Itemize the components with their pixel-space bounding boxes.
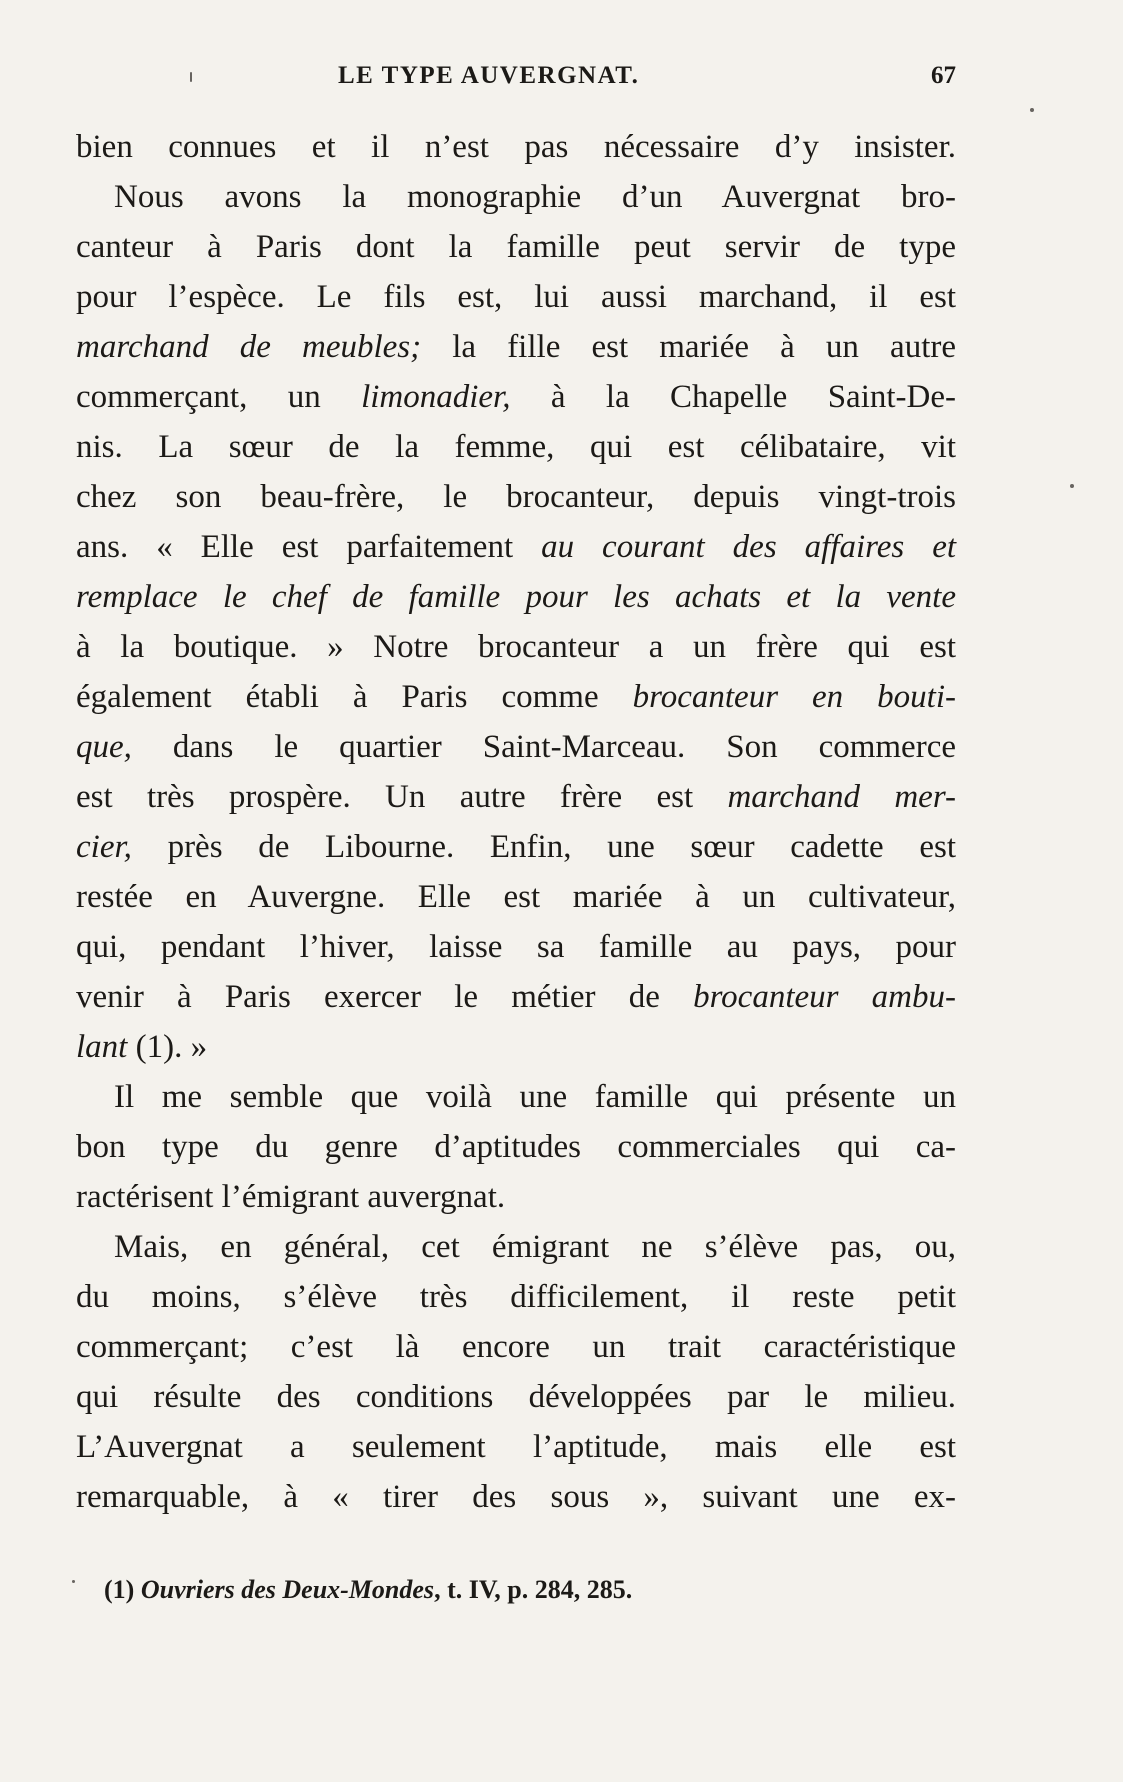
scan-speck — [72, 1580, 75, 1583]
footnote-reference: , t. IV, p. 284, 285. — [434, 1575, 633, 1604]
text-line: est très prospère. Un autre frère est marchand mer- — [76, 779, 956, 815]
scan-speck — [1030, 108, 1034, 112]
text-line: à la boutique. » Notre brocanteur a un frère qui est — [76, 629, 956, 665]
text-line: qui, pendant l’hiver, laisse sa famille au pays, pour — [76, 929, 956, 965]
text-line: Mais, en général, cet émigrant ne s’élève pas, ou, — [114, 1229, 956, 1265]
running-title: LE TYPE AUVERGNAT. — [338, 62, 640, 89]
page-number: 67 — [931, 62, 956, 89]
running-head — [76, 62, 956, 102]
text-line: que, dans le quartier Saint-Marceau. Son commerce — [76, 729, 956, 765]
text-line: venir à Paris exercer le métier de brocanteur ambu- — [76, 979, 956, 1015]
text-line: qui résulte des conditions développées par le milieu. — [76, 1379, 956, 1415]
text-line: Il me semble que voilà une famille qui présente un — [114, 1079, 956, 1115]
text-line: bon type du genre d’aptitudes commerciales qui ca- — [76, 1129, 956, 1165]
text-line: marchand de meubles; la fille est mariée à un autre — [76, 329, 956, 365]
text-line: Nous avons la monographie d’un Auvergnat bro- — [114, 179, 956, 215]
scan-speck — [190, 72, 192, 82]
text-line: ans. « Elle est parfaitement au courant des affaires et — [76, 529, 957, 565]
footnote-marker: (1) — [104, 1575, 141, 1604]
text-line: lant (1). » — [76, 1029, 208, 1065]
text-line: cier, près de Libourne. Enfin, une sœur cadette est — [76, 829, 956, 865]
text-line: restée en Auvergne. Elle est mariée à un cultivateur, — [76, 879, 956, 915]
text-line: L’Auvergnat a seulement l’aptitude, mais elle est — [76, 1429, 956, 1465]
text-line: pour l’espèce. Le fils est, lui aussi marchand, il est — [76, 279, 956, 315]
text-line: également établi à Paris comme brocanteur en bouti- — [76, 679, 956, 715]
text-line: nis. La sœur de la femme, qui est célibataire, vit — [76, 429, 956, 465]
text-line: remplace le chef de famille pour les achats et la vente — [76, 579, 956, 615]
text-line: commerçant; c’est là encore un trait caractéristique — [76, 1329, 956, 1365]
text-line: ractérisent l’émigrant auvergnat. — [76, 1179, 506, 1215]
text-line: remarquable, à « tirer des sous », suivant une ex- — [76, 1479, 956, 1515]
text-line: bien connues et il n’est pas nécessaire d’y insister. — [76, 129, 956, 165]
text-line: canteur à Paris dont la famille peut servir de type — [76, 229, 956, 265]
footnote-title: Ouvriers des Deux-Mondes — [140, 1575, 435, 1604]
text-line: du moins, s’élève très difficilement, il reste petit — [76, 1279, 956, 1315]
body-text — [76, 122, 956, 1522]
footnote — [104, 1572, 864, 1608]
text-line: chez son beau-frère, le brocanteur, depuis vingt-trois — [76, 479, 956, 515]
text-line: commerçant, un limonadier, à la Chapelle Saint-De- — [76, 379, 956, 415]
scan-speck — [1070, 484, 1074, 488]
